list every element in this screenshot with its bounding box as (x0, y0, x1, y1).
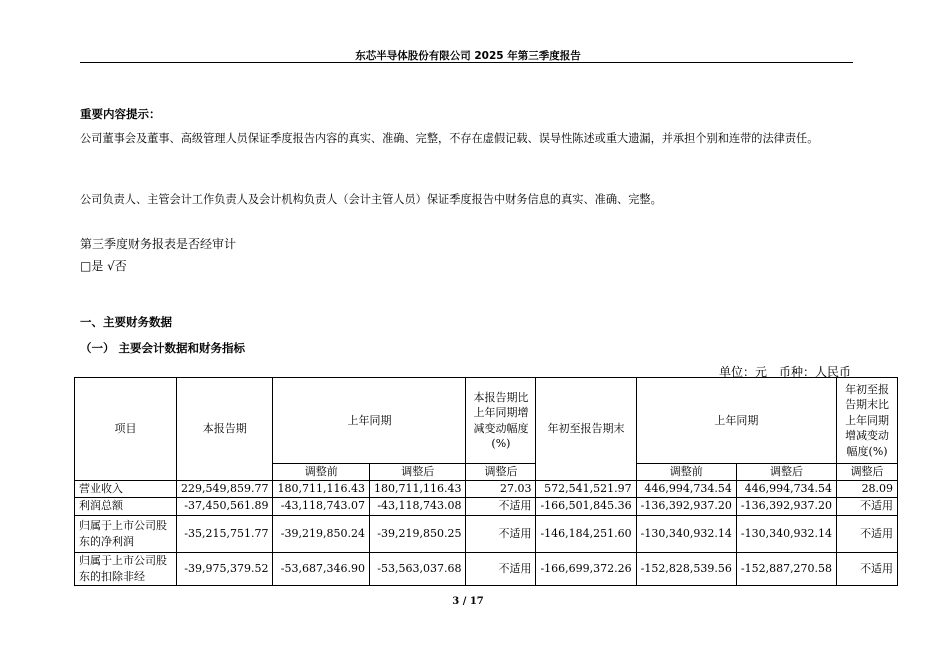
header-prev-period: 上年同期 (273, 378, 466, 464)
cell-ytd-change: 不适用 (837, 552, 898, 585)
cell-prev-before: -43,118,743.07 (273, 497, 369, 515)
cell-ytd: -166,501,845.36 (536, 497, 636, 515)
cell-ytd: -166,699,372.26 (536, 552, 636, 585)
cell-ytd-prev-after: 446,994,734.54 (736, 481, 836, 498)
cell-prev-after: -39,219,850.25 (369, 515, 465, 552)
report-header-title: 东芯半导体股份有限公司 2025 年第三季度报告 (355, 50, 581, 62)
subsection-title: （一） 主要会计数据和财务指标 (80, 341, 246, 355)
header-ytd-change: 年初至报告期末比上年同期增减变动幅度(%) (837, 378, 898, 464)
audit-answer: □是 √否 (80, 259, 127, 273)
subheader-ytd-before: 调整前 (636, 464, 736, 481)
subheader-ytd-change-after: 调整后 (837, 464, 898, 481)
table-row (75, 497, 898, 515)
cell-ytd-prev-before: -130,340,932.14 (636, 515, 736, 552)
cell-current: -39,975,379.52 (177, 552, 273, 585)
subheader-after: 调整后 (369, 464, 465, 481)
cell-change: 不适用 (466, 515, 536, 552)
financial-indicators-table (74, 377, 898, 586)
cell-prev-before: 180,711,116.43 (273, 481, 369, 498)
cell-ytd-prev-after: -152,887,270.58 (736, 552, 836, 585)
row-item: 归属于上市公司股东的净利润 (75, 515, 177, 552)
row-item: 归属于上市公司股东的扣除非经 (75, 552, 177, 585)
unit-currency-line: 单位：元 币种：人民币 (718, 365, 851, 379)
table-row (75, 552, 898, 585)
cell-prev-before: -39,219,850.24 (273, 515, 369, 552)
cell-current: 229,549,859.77 (177, 481, 273, 498)
cell-prev-before: -53,687,346.90 (273, 552, 369, 585)
table-row (75, 481, 898, 498)
header-item: 项目 (75, 378, 177, 481)
cell-ytd: 572,541,521.97 (536, 481, 636, 498)
cell-prev-after: -43,118,743.08 (369, 497, 465, 515)
row-item: 利润总额 (75, 497, 177, 515)
cell-change: 27.03 (466, 481, 536, 498)
cell-ytd-prev-before: -152,828,539.56 (636, 552, 736, 585)
cell-current: -37,450,561.89 (177, 497, 273, 515)
audit-question: 第三季度财务报表是否经审计 (80, 237, 237, 251)
cell-change: 不适用 (466, 497, 536, 515)
subheader-before: 调整前 (273, 464, 369, 481)
subheader-change-after: 调整后 (466, 464, 536, 481)
cell-ytd: -146,184,251.60 (536, 515, 636, 552)
header-divider (80, 62, 853, 63)
notice-paragraph-2: 公司负责人、主管会计工作负责人及会计机构负责人（会计主管人员）保证季度报告中财务信息的真实、准确、完整。 (80, 193, 662, 206)
cell-ytd-prev-after: -136,392,937.20 (736, 497, 836, 515)
cell-ytd-prev-before: 446,994,734.54 (636, 481, 736, 498)
cell-ytd-prev-after: -130,340,932.14 (736, 515, 836, 552)
section-title: 一、主要财务数据 (80, 315, 172, 329)
cell-change: 不适用 (466, 552, 536, 585)
header-change: 本报告期比上年同期增减变动幅度(%) (466, 378, 536, 464)
notice-paragraph-1: 公司董事会及董事、高级管理人员保证季度报告内容的真实、准确、完整，不存在虚假记载、误导性陈述或重大遗漏，并承担个别和连带的法律责任。 (80, 132, 819, 145)
cell-ytd-change: 不适用 (837, 497, 898, 515)
cell-current: -35,215,751.77 (177, 515, 273, 552)
table-row (75, 515, 898, 552)
row-item: 营业收入 (75, 481, 177, 498)
header-current-period: 本报告期 (177, 378, 273, 481)
cell-prev-after: 180,711,116.43 (369, 481, 465, 498)
subheader-ytd-after: 调整后 (736, 464, 836, 481)
header-prev-ytd: 上年同期 (636, 378, 836, 464)
header-ytd: 年初至报告期末 (536, 378, 636, 481)
cell-ytd-change: 28.09 (837, 481, 898, 498)
notice-heading: 重要内容提示： (80, 107, 161, 121)
cell-ytd-prev-before: -136,392,937.20 (636, 497, 736, 515)
cell-prev-after: -53,563,037.68 (369, 552, 465, 585)
table-header-row (75, 378, 898, 464)
page-number: 3 / 17 (452, 596, 484, 607)
cell-ytd-change: 不适用 (837, 515, 898, 552)
